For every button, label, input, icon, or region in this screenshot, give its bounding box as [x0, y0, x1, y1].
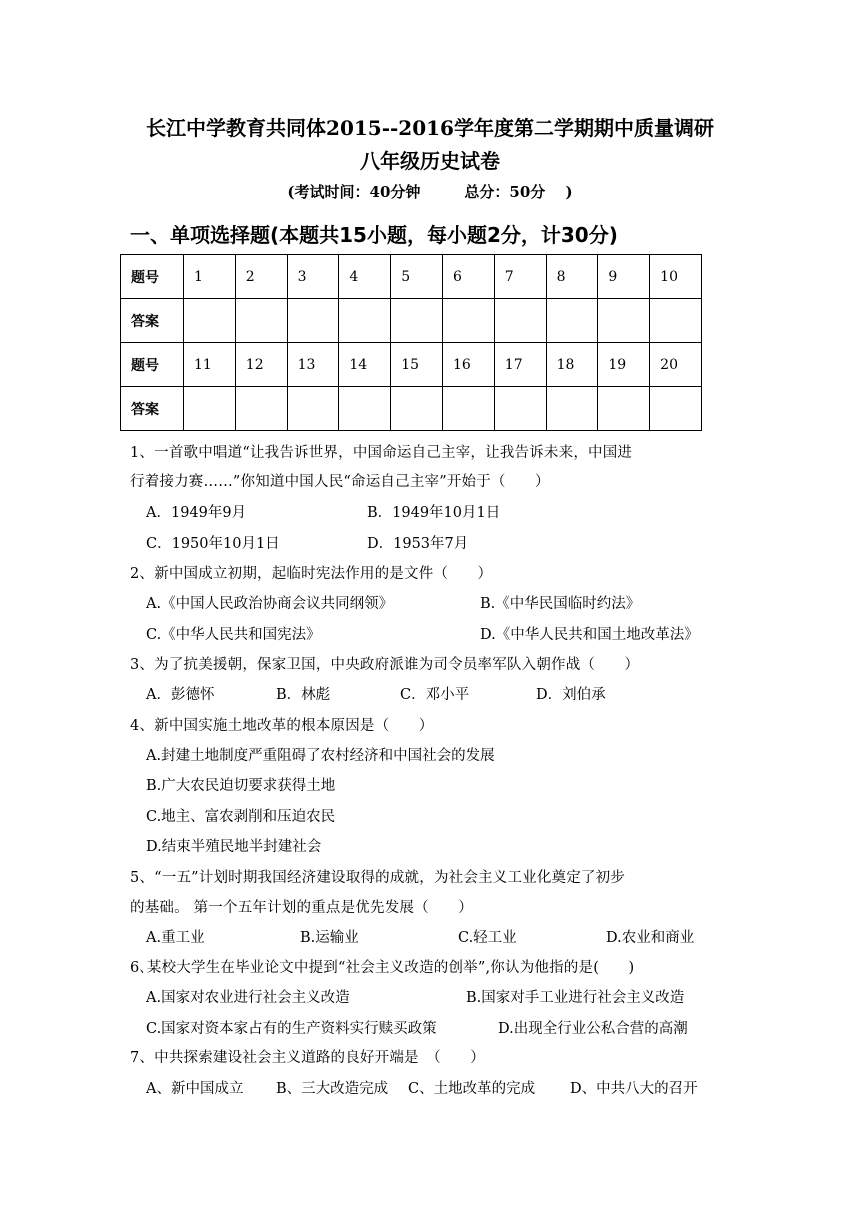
- question-6-stem: 6､某校大学生在毕业论文中提到“社会主义改造的创举”,你认为他指的是( ): [130, 960, 635, 976]
- answer-cell[interactable]: [494, 299, 546, 343]
- question-5-option-b: B.运输业: [300, 930, 359, 946]
- question-5-option-a: A.重工业: [146, 930, 205, 946]
- question-number-cell: 1: [184, 255, 236, 299]
- question-1-option-b: B．1949年10月1日: [367, 505, 501, 521]
- answer-cell[interactable]: [339, 387, 391, 431]
- question-5-option-c: C.轻工业: [458, 930, 517, 946]
- table-row: [121, 299, 702, 343]
- question-6-option-d: D.出现全行业公私合营的高潮: [498, 1021, 688, 1037]
- exam-subtitle: 八年级历史试卷: [360, 149, 500, 173]
- question-number-cell: 16: [442, 343, 494, 387]
- answer-cell[interactable]: [650, 387, 702, 431]
- question-number-cell: 12: [235, 343, 287, 387]
- table-row: [121, 343, 702, 387]
- question-1-option-d: D．1953年7月: [367, 536, 469, 552]
- question-4-option-a: A.封建土地制度严重阻碍了农村经济和中国社会的发展: [146, 748, 495, 764]
- exam-info: [0, 181, 860, 202]
- answer-table: [120, 254, 702, 431]
- answer-cell[interactable]: [184, 387, 236, 431]
- question-number-cell: 17: [494, 343, 546, 387]
- total-score: 总分：50分 ): [464, 183, 573, 201]
- question-3-option-a: A．彭德怀: [146, 687, 215, 703]
- answer-cell[interactable]: [546, 387, 598, 431]
- question-number-cell: 18: [546, 343, 598, 387]
- answer-cell[interactable]: [184, 299, 236, 343]
- question-number-cell: 11: [184, 343, 236, 387]
- question-number-cell: 8: [546, 255, 598, 299]
- question-7-stem: 7、中共探索建设社会主义道路的良好开端是 （ ）: [130, 1050, 485, 1066]
- answer-cell[interactable]: [235, 299, 287, 343]
- question-7-option-c: C、土地改革的完成: [408, 1081, 536, 1097]
- answer-cell[interactable]: [598, 299, 650, 343]
- table-row: [121, 255, 702, 299]
- answer-cell[interactable]: [650, 299, 702, 343]
- question-2-option-a: A.《中国人民政治协商会议共同纲领》: [146, 596, 394, 612]
- question-number-cell: 10: [650, 255, 702, 299]
- question-1-stem-cont: 行着接力赛……”你知道中国人民“命运自己主宰”开始于（ ）: [130, 474, 550, 490]
- question-number-cell: 5: [391, 255, 443, 299]
- question-5-stem-cont: 的基础。 第一个五年计划的重点是优先发展（ ）: [130, 900, 473, 916]
- question-2-option-c: C.《中华人民共和国宪法》: [146, 627, 321, 643]
- exam-title: 长江中学教育共同体2015--2016学年度第二学期期中质量调研: [146, 116, 714, 140]
- answer-cell[interactable]: [442, 387, 494, 431]
- question-number-cell: 7: [494, 255, 546, 299]
- answer-cell[interactable]: [235, 387, 287, 431]
- question-7-option-a: A、新中国成立: [146, 1081, 244, 1097]
- question-number-cell: 20: [650, 343, 702, 387]
- question-4-option-c: C.地主、富农剥削和压迫农民: [146, 809, 336, 825]
- question-2-stem: 2、新中国成立初期，起临时宪法作用的是文件（ ）: [130, 566, 493, 582]
- question-number-cell: 15: [391, 343, 443, 387]
- question-1-stem: 1、一首歌中唱道“让我告诉世界，中国命运自己主宰，让我告诉未来，中国进: [130, 445, 633, 461]
- question-4-option-b: B.广大农民迫切要求获得土地: [146, 778, 336, 794]
- section-heading: 一、单项选择题(本题共15小题，每小题2分，计30分): [130, 223, 618, 247]
- answer-cell[interactable]: [494, 387, 546, 431]
- row-label-number: 题号: [121, 255, 184, 299]
- question-number-cell: 6: [442, 255, 494, 299]
- question-7-option-b: B、三大改造完成: [276, 1081, 389, 1097]
- question-3-option-c: C．邓小平: [400, 687, 470, 703]
- answer-cell[interactable]: [546, 299, 598, 343]
- question-number-cell: 9: [598, 255, 650, 299]
- answer-cell[interactable]: [287, 387, 339, 431]
- question-2-option-b: B.《中华民国临时约法》: [480, 596, 641, 612]
- question-6-option-b: B.国家对手工业进行社会主义改造: [466, 990, 685, 1006]
- question-5-option-d: D.农业和商业: [606, 930, 695, 946]
- question-5-stem: 5、“一五”计划时期我国经济建设取得的成就，为社会主义工业化奠定了初步: [130, 870, 626, 886]
- answer-cell[interactable]: [287, 299, 339, 343]
- question-6-option-c: C.国家对资本家占有的生产资料实行赎买政策: [146, 1021, 437, 1037]
- question-number-cell: 2: [235, 255, 287, 299]
- question-4-option-d: D.结束半殖民地半封建社会: [146, 839, 322, 855]
- answer-cell[interactable]: [598, 387, 650, 431]
- question-number-cell: 3: [287, 255, 339, 299]
- question-3-stem: 3、为了抗美援朝，保家卫国，中央政府派谁为司令员率军队入朝作战（ ）: [130, 657, 640, 673]
- question-2-option-d: D.《中华人民共和国土地改革法》: [480, 627, 699, 643]
- question-number-cell: 13: [287, 343, 339, 387]
- row-label-answer: 答案: [121, 387, 184, 431]
- question-3-option-b: B．林彪: [276, 687, 331, 703]
- question-4-stem: 4、新中国实施土地改革的根本原因是（ ）: [130, 718, 434, 734]
- exam-time: (考试时间：40分钟: [287, 183, 421, 201]
- question-7-option-d: D、中共八大的召开: [570, 1081, 698, 1097]
- answer-cell[interactable]: [391, 387, 443, 431]
- question-3-option-d: D．刘伯承: [536, 687, 606, 703]
- row-label-number: 题号: [121, 343, 184, 387]
- question-number-cell: 14: [339, 343, 391, 387]
- answer-cell[interactable]: [391, 299, 443, 343]
- question-6-option-a: A.国家对农业进行社会主义改造: [146, 990, 350, 1006]
- question-1-option-c: C．1950年10月1日: [146, 536, 280, 552]
- question-1-option-a: A．1949年9月: [146, 505, 247, 521]
- answer-cell[interactable]: [442, 299, 494, 343]
- question-number-cell: 4: [339, 255, 391, 299]
- answer-cell[interactable]: [339, 299, 391, 343]
- table-row: [121, 387, 702, 431]
- question-number-cell: 19: [598, 343, 650, 387]
- row-label-answer: 答案: [121, 299, 184, 343]
